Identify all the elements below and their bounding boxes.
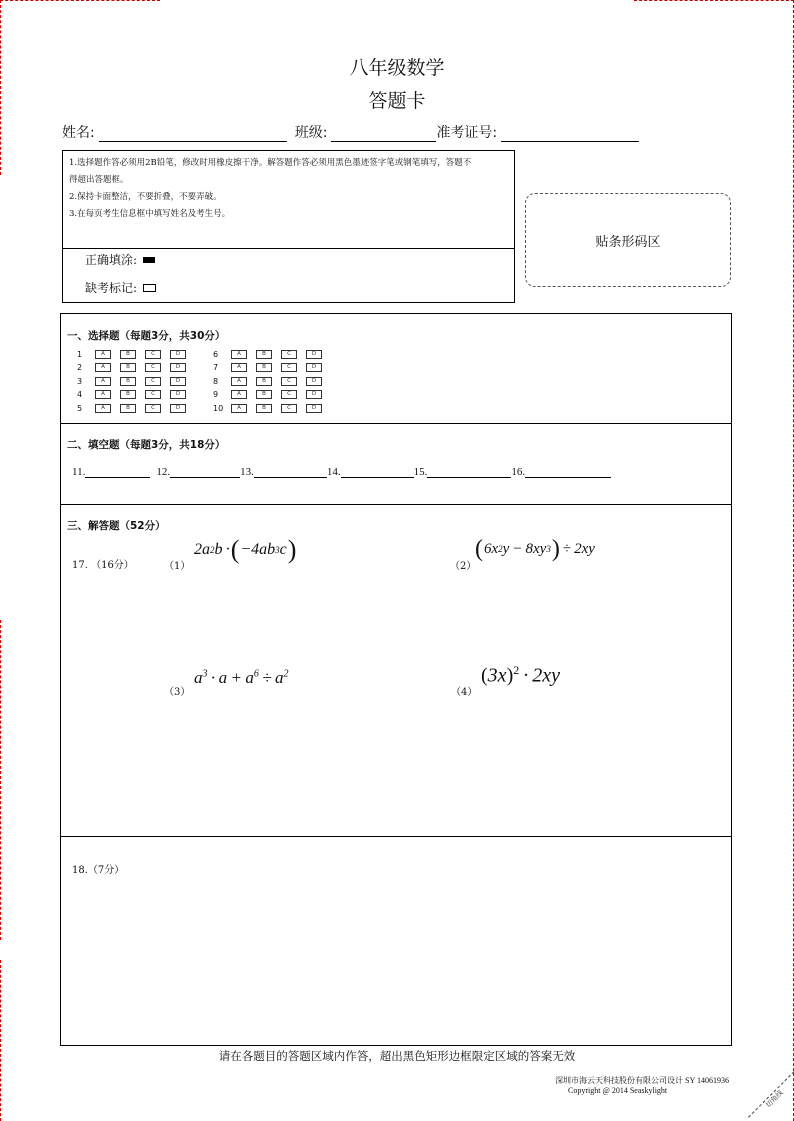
blank-number: 15.	[413, 466, 428, 478]
mc-question-row	[77, 375, 195, 387]
mc-question-number: 4	[77, 390, 83, 399]
left-cut-line-bottom	[0, 960, 1, 1121]
mc-option-bubble[interactable]: A	[95, 377, 111, 386]
mc-option-bubble[interactable]: D	[306, 363, 322, 372]
blank-14	[327, 465, 414, 478]
q18-label: 18.（7分）	[72, 865, 125, 876]
q17-sub3-expression: $a^3 \cdot a + a^6 \div a^2$	[194, 668, 289, 687]
mc-question-number: 10	[213, 403, 224, 413]
card-title: 答题卡	[368, 90, 426, 112]
mc-question-number: 9	[213, 390, 219, 399]
blank-number: 16.	[511, 466, 526, 478]
absent-mark-row	[85, 279, 156, 296]
mc-option-bubble[interactable]: A	[231, 377, 247, 386]
class-field[interactable]	[331, 125, 436, 142]
mc-option-bubble[interactable]: C	[145, 350, 161, 359]
mc-option-bubble[interactable]: C	[145, 390, 161, 399]
instruction-text	[69, 155, 511, 223]
mc-option-bubble[interactable]: B	[120, 350, 136, 359]
top-cut-line-right	[634, 0, 794, 1]
copyright: Copyright @ 2014 Seaskylight	[568, 1086, 668, 1095]
q17-sub2-label: （2）	[450, 561, 477, 572]
blank-number: 11.	[72, 466, 86, 478]
mc-option-bubble[interactable]: A	[231, 350, 247, 359]
mc-option-bubble[interactable]: D	[170, 363, 186, 372]
mc-option-bubble[interactable]: D	[306, 404, 322, 413]
correct-fill-row	[85, 251, 155, 268]
mc-option-bubble[interactable]: B	[120, 390, 136, 399]
mc-option-bubble[interactable]: B	[120, 404, 136, 413]
answer-line[interactable]	[170, 465, 240, 478]
mc-question-row	[213, 362, 331, 374]
barcode-area	[525, 193, 731, 287]
answer-line[interactable]	[254, 465, 327, 478]
fill-blank-row	[72, 465, 611, 478]
mc-option-bubble[interactable]: D	[170, 377, 186, 386]
mc-option-bubble[interactable]: B	[256, 350, 272, 359]
instruction-line: 1.选择题作答必须用2B铅笔，修改时用橡皮擦干净。解答题作答必须用黑色墨迹签字笔或钢笔填写，答题不	[69, 158, 472, 168]
mc-question-row	[77, 402, 195, 414]
mc-option-bubble[interactable]: C	[281, 350, 297, 359]
mc-option-bubble[interactable]: D	[306, 350, 322, 359]
blank-number: 13.	[240, 466, 254, 478]
mc-option-bubble[interactable]: B	[256, 363, 272, 372]
blank-11	[72, 465, 150, 478]
multiple-choice-section	[60, 313, 732, 424]
instruction-line: 得超出答题框。	[69, 175, 129, 185]
mc-option-bubble[interactable]: C	[281, 404, 297, 413]
mc-question-row	[213, 375, 331, 387]
mc-question-number: 1	[77, 349, 83, 359]
absent-mark-label: 缺考标记:	[85, 281, 138, 295]
mc-option-bubble[interactable]: D	[306, 377, 322, 386]
fill-blank-section	[60, 423, 732, 505]
q17-label: 17. （16分）	[72, 560, 134, 571]
mc-option-bubble[interactable]: D	[170, 350, 186, 359]
mc-option-bubble[interactable]: A	[231, 390, 247, 399]
instruction-divider	[63, 248, 514, 249]
filled-mark-sample	[143, 257, 155, 263]
section1-title: 一、选择题（每题3分，共30分）	[67, 330, 226, 342]
barcode-label: 贴条形码区	[595, 234, 661, 250]
q17-sub1-label: （1）	[164, 561, 191, 572]
solution-section	[60, 504, 732, 837]
blank-13	[240, 465, 327, 478]
student-info-row	[62, 122, 639, 142]
mc-option-bubble[interactable]: B	[120, 363, 136, 372]
q17-sub2-expression: ( 6 x 2 y − 8 xy 3 ) ÷ 2 xy	[475, 536, 595, 562]
footer-notice: 请在各题目的答题区域内作答，超出黑色矩形边框限定区域的答案无效	[218, 1049, 576, 1063]
mc-option-bubble[interactable]: D	[170, 404, 186, 413]
mc-question-number: 7	[213, 363, 219, 372]
section2-title: 二、填空题（每题3分，共18分）	[67, 439, 226, 451]
top-cut-line-left	[0, 0, 160, 1]
section3-title: 三、解答题（52分）	[67, 520, 166, 532]
mc-option-bubble[interactable]: C	[281, 377, 297, 386]
mc-option-bubble[interactable]: C	[145, 377, 161, 386]
blank-number: 14.	[326, 466, 341, 478]
mc-question-number: 2	[77, 363, 83, 372]
mc-question-row	[213, 389, 331, 401]
mc-question-number: 5	[77, 403, 83, 413]
q18-section	[60, 836, 732, 1046]
mc-option-bubble[interactable]: A	[95, 390, 111, 399]
mc-option-bubble[interactable]: A	[95, 404, 111, 413]
mc-question-number: 6	[213, 349, 219, 359]
subject-title: 八年级数学	[349, 57, 445, 79]
mc-question-row	[77, 389, 195, 401]
mc-option-bubble[interactable]: B	[256, 390, 272, 399]
mc-option-bubble[interactable]: A	[231, 363, 247, 372]
company-info: 深圳市海云天科技股份有限公司设计 SY 14061936	[555, 1076, 729, 1085]
mc-question-row	[213, 348, 331, 360]
mc-option-bubble[interactable]: C	[145, 363, 161, 372]
q17-sub4-label: （4）	[451, 687, 478, 698]
mc-option-bubble[interactable]: B	[256, 377, 272, 386]
answer-line[interactable]	[341, 465, 414, 478]
mc-option-bubble[interactable]: A	[95, 350, 111, 359]
answer-line[interactable]	[85, 465, 150, 478]
mc-option-bubble[interactable]: C	[281, 390, 297, 399]
exam-id-field[interactable]	[501, 125, 639, 142]
q17-sub3-label: （3）	[164, 687, 191, 698]
mc-option-bubble[interactable]: D	[306, 390, 322, 399]
answer-line[interactable]	[427, 465, 511, 478]
mc-question-row	[213, 402, 331, 414]
correct-fill-label: 正确填涂:	[85, 253, 138, 267]
mc-option-bubble[interactable]: B	[256, 404, 272, 413]
q17-sub1-expression: 2 a 2 b · ( −4 ab 3 c )	[194, 535, 297, 564]
instruction-line: 2.保持卡面整洁，不要折叠，不要弄破。	[69, 192, 222, 202]
mc-option-bubble[interactable]: C	[281, 363, 297, 372]
blank-16	[511, 465, 611, 478]
mc-question-number: 8	[213, 376, 219, 386]
mc-question-row	[77, 362, 195, 374]
corner-cut-label: 切角线	[764, 1088, 785, 1110]
mc-option-bubble[interactable]: D	[170, 390, 186, 399]
q17-sub4-expression: $(3x)^2 \cdot 2xy$	[481, 663, 561, 687]
instruction-box	[62, 150, 515, 303]
exam-id-label: 准考证号:	[436, 125, 498, 141]
name-field[interactable]	[99, 125, 287, 142]
mc-option-bubble[interactable]: A	[95, 363, 111, 372]
mc-question-row	[77, 348, 195, 360]
absent-mark-box[interactable]	[143, 284, 156, 292]
left-cut-line-mid	[0, 620, 1, 940]
mc-option-bubble[interactable]: B	[120, 377, 136, 386]
mc-question-number: 3	[77, 376, 83, 386]
instruction-line: 3.在每页考生信息框中填写姓名及考生号。	[69, 209, 231, 219]
class-label: 班级:	[294, 125, 328, 141]
answer-line[interactable]	[525, 465, 611, 478]
name-label: 姓名:	[62, 125, 95, 141]
mc-option-bubble[interactable]: A	[231, 404, 247, 413]
corner-cut-line	[748, 1068, 794, 1118]
blank-12	[156, 465, 240, 478]
blank-15	[414, 465, 512, 478]
blank-number: 12.	[156, 466, 171, 478]
mc-option-bubble[interactable]: C	[145, 404, 161, 413]
